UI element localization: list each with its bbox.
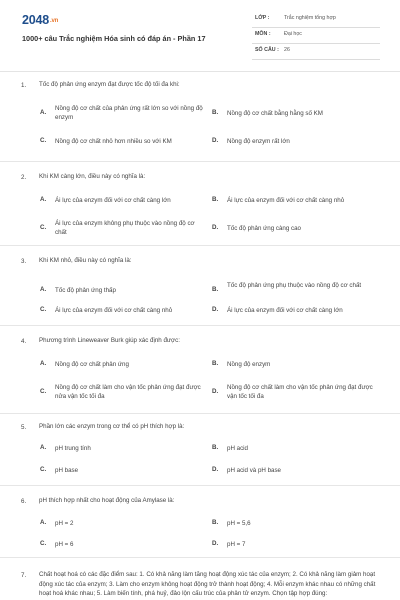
option-text: Nồng độ cơ chất làm cho vận tốc phản ứng đạt được vận tốc tối đa <box>227 384 373 400</box>
question-number: 2. <box>21 174 27 181</box>
option-text: Ái lực của enzym đối với cơ chất càng lớn <box>55 197 171 204</box>
question-text: Phần lớn các enzym trong cơ thể có pH thích hợp là: <box>39 423 185 430</box>
question-text: Khi KM càng lớn, điều này có nghĩa là: <box>39 173 146 180</box>
site-logo[interactable] <box>22 13 58 27</box>
option-text: pH acid <box>227 445 248 452</box>
meta-subject-value: Đại học <box>284 31 302 37</box>
option-label: C. <box>40 224 47 231</box>
logo-suffix: .vn <box>50 18 59 24</box>
question-number: 3. <box>21 258 27 265</box>
option-text: Nồng độ enzym rất lớn <box>227 138 290 145</box>
meta-class-value: Trắc nghiệm tổng hợp <box>284 15 336 21</box>
option-label: A. <box>40 519 47 526</box>
question-6 <box>0 486 400 558</box>
option-label: B. <box>212 286 219 293</box>
option-text: pH = 6 <box>55 541 74 548</box>
option-label: B. <box>212 109 219 116</box>
meta-count-label: SỐ CÂU : <box>255 47 279 53</box>
option-label: A. <box>40 444 47 451</box>
question-5 <box>0 414 400 486</box>
option-label: D. <box>212 306 219 313</box>
question-list <box>0 72 400 600</box>
question-7 <box>0 558 400 600</box>
document-title: 1000+ câu Trắc nghiệm Hóa sinh có đáp án - Phần 17 <box>22 34 206 43</box>
option-text: Ái lực của enzym không phụ thuộc vào nồng độ cơ chất <box>55 220 195 236</box>
question-4 <box>0 326 400 414</box>
option-text: Nồng độ cơ chất phản ứng <box>55 361 129 368</box>
question-number: 5. <box>21 424 27 431</box>
question-text: Khi KM nhỏ, điều này có nghĩa là: <box>39 257 132 264</box>
question-2 <box>0 162 400 246</box>
page-header <box>0 0 400 66</box>
question-number: 4. <box>21 338 27 345</box>
option-text: Nồng độ cơ chất làm cho vận tốc phản ứng đạt được nửa vận tốc tối đa <box>55 384 201 400</box>
option-label: B. <box>212 196 219 203</box>
option-text: Nồng độ cơ chất của phản ứng rất lớn so với nồng độ enzym <box>55 105 203 121</box>
option-label: B. <box>212 444 219 451</box>
question-text: pH thích hợp nhất cho hoạt động của Amylase là: <box>39 497 175 504</box>
option-text: pH base <box>55 467 79 474</box>
option-text: Ái lực của enzym đối với cơ chất càng nhỏ <box>227 197 345 204</box>
meta-class <box>252 12 380 28</box>
option-text: pH = 2 <box>55 520 74 527</box>
option-text: Nồng độ cơ chất nhỏ hơn nhiều so với KM <box>55 138 172 145</box>
option-text: Tốc độ phản ứng phụ thuộc vào nồng độ cơ chất <box>227 282 362 289</box>
option-label: A. <box>40 360 47 367</box>
meta-class-label: LỚP : <box>255 15 270 21</box>
question-text: Chất hoạt hoá có các đặc điểm sau: 1. Có khả năng làm tăng hoạt động xúc tác của enzym; 2. Có khả năng làm giảm hoạt động xúc tác của enzym; 3. Làm cho enzym không hoạt động trở thành hoạt động; 4. Mỗi enzym khác nhau có những chất hoạt hoá khác nhau; 5. Làm biến tính, phá huỷ, đảo lộn cấu trúc của phân tử enzym. Chọn tập hợp đúng: <box>39 571 376 597</box>
question-number: 7. <box>21 572 27 579</box>
meta-count-value: 26 <box>284 47 290 53</box>
meta-subject <box>252 28 380 44</box>
option-text: pH = 7 <box>227 541 246 548</box>
option-label: A. <box>40 196 47 203</box>
option-label: C. <box>40 137 47 144</box>
option-text: Ái lực của enzym đối với cơ chất càng lớn <box>227 307 343 314</box>
option-label: D. <box>212 224 219 231</box>
question-text: Phương trình Lineweaver Burk giúp xác định được: <box>39 337 180 344</box>
question-1 <box>0 72 400 162</box>
option-label: C. <box>40 306 47 313</box>
option-label: D. <box>212 137 219 144</box>
option-text: Nồng độ cơ chất bằng hằng số KM <box>227 110 323 117</box>
option-label: D. <box>212 466 219 473</box>
logo-text: 2048 <box>22 13 50 27</box>
meta-question-count <box>252 44 380 60</box>
option-text: pH trung tính <box>55 445 91 452</box>
option-text: Ái lực của enzym đối với cơ chất càng nhỏ <box>55 307 173 314</box>
option-label: C. <box>40 540 47 547</box>
option-text: pH acid và pH base <box>227 467 281 474</box>
option-label: A. <box>40 109 47 116</box>
question-number: 1. <box>21 82 27 89</box>
question-number: 6. <box>21 498 27 505</box>
option-label: B. <box>212 360 219 367</box>
option-label: C. <box>40 388 47 395</box>
option-text: Tốc độ phản ứng càng cao <box>227 225 301 232</box>
question-3 <box>0 246 400 326</box>
option-label: B. <box>212 519 219 526</box>
option-label: C. <box>40 466 47 473</box>
option-text: Tốc độ phản ứng thấp <box>55 287 116 294</box>
option-label: A. <box>40 286 47 293</box>
option-text: pH = 5,6 <box>227 520 251 527</box>
meta-subject-label: MÔN : <box>255 31 271 37</box>
option-text: Nồng độ enzym <box>227 361 271 368</box>
option-label: D. <box>212 540 219 547</box>
option-label: D. <box>212 388 219 395</box>
question-text: Tốc độ phản ứng enzym đạt được tốc độ tối đa khi: <box>39 81 180 88</box>
